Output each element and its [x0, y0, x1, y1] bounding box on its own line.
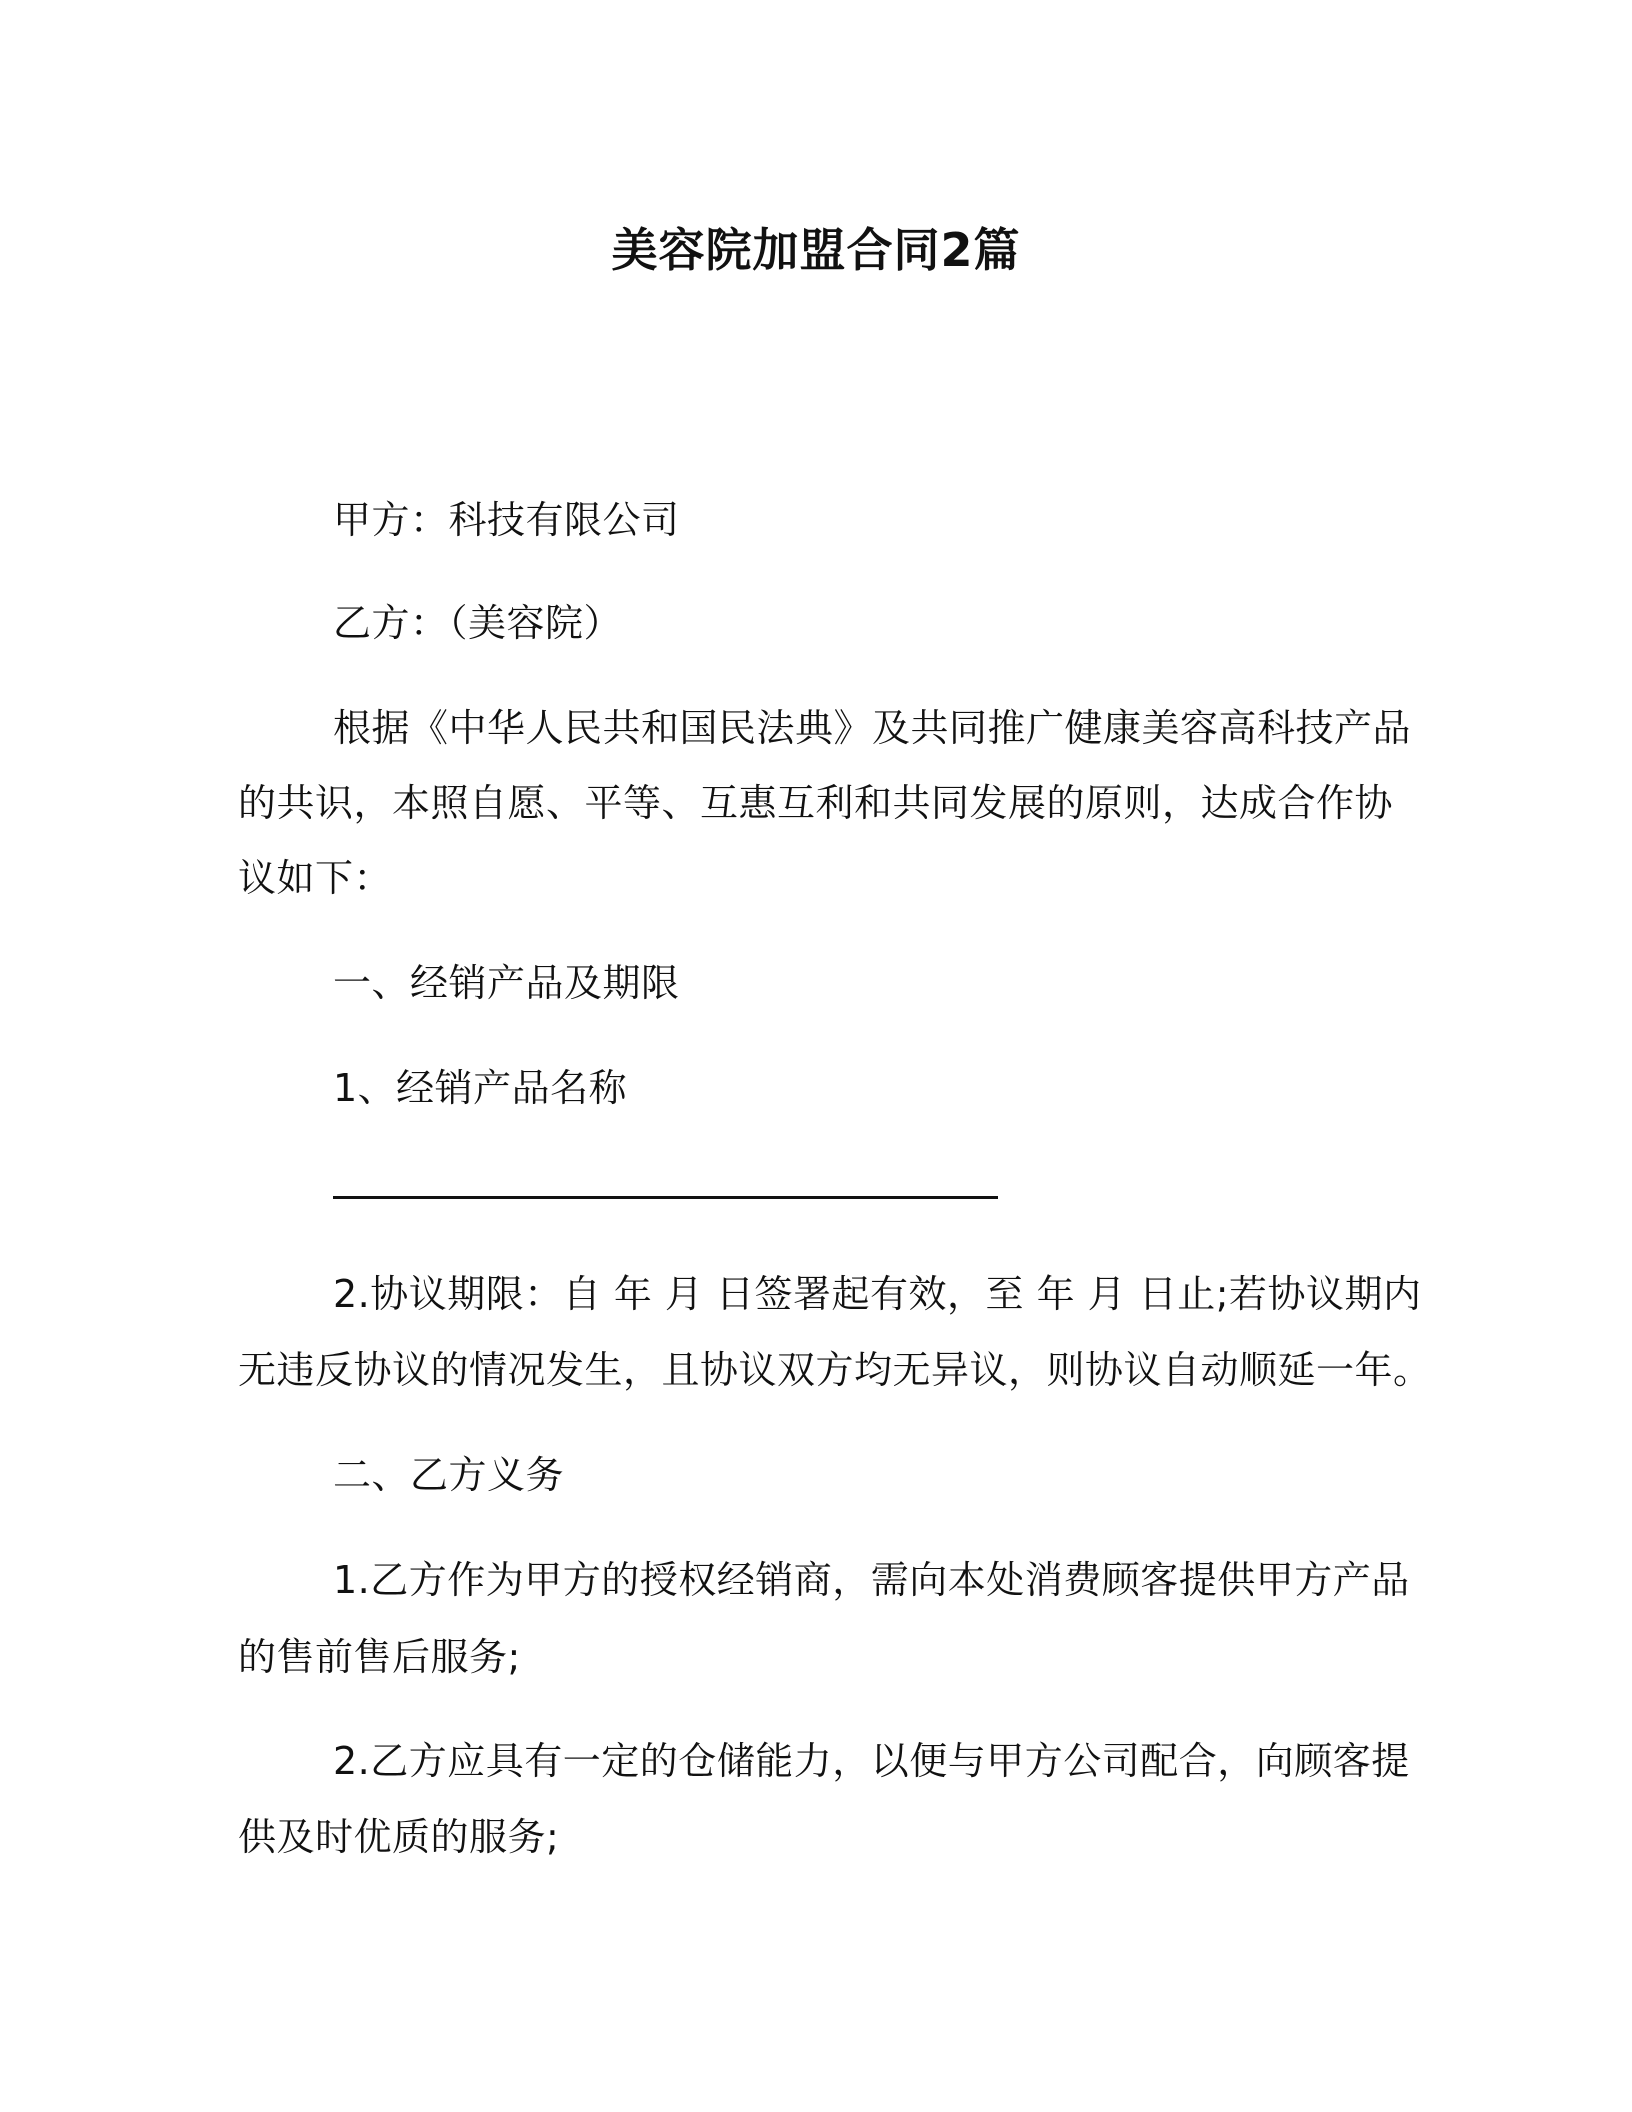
clause-line: 2.乙方应具有一定的仓储能力，以便与甲方公司配合，向顾客提: [333, 1739, 1410, 1783]
clause-line: 2.协议期限：自 年 月 日签署起有效，至 年 月 日止;若协议期内: [333, 1272, 1422, 1316]
party-a-line: 甲方：科技有限公司: [333, 498, 680, 542]
clause-line: 1.乙方作为甲方的授权经销商，需向本处消费顾客提供甲方产品: [333, 1558, 1410, 1602]
section-heading: 一、经销产品及期限: [333, 961, 680, 1005]
clause-item: 1、经销产品名称: [333, 1066, 628, 1110]
document-title: 美容院加盟合同2篇: [611, 223, 1021, 277]
clause-line: 供及时优质的服务;: [238, 1815, 560, 1859]
section-heading: 二、乙方义务: [333, 1453, 565, 1497]
preamble-line: 根据《中华人民共和国民法典》及共同推广健康美容高科技产品: [333, 706, 1412, 750]
clause-line: 无违反协议的情况发生，且协议双方均无异议，则协议自动顺延一年。: [238, 1348, 1432, 1392]
clause-line: 的售前售后服务;: [238, 1635, 521, 1679]
fill-in-blank-line: [333, 1196, 998, 1199]
preamble-line: 议如下：: [238, 856, 393, 900]
preamble-line: 的共识，本照自愿、平等、互惠互利和共同发展的原则，达成合作协: [238, 781, 1394, 825]
party-b-line: 乙方：（美容院）: [333, 601, 623, 645]
